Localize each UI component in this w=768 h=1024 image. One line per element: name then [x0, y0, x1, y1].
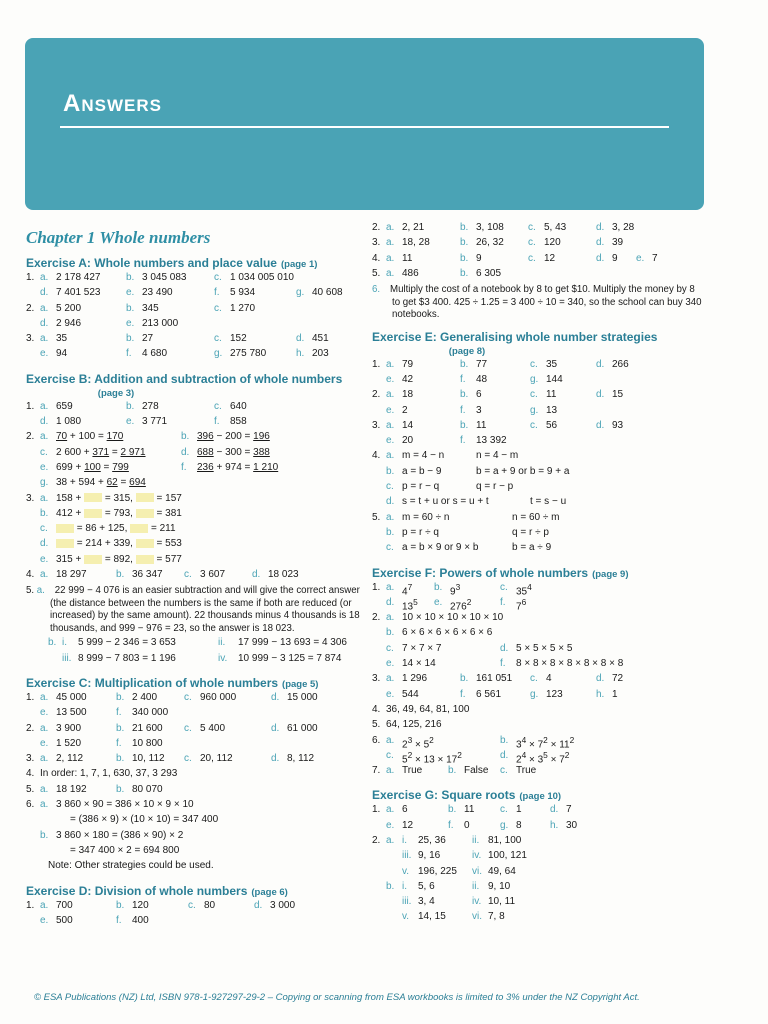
answer-row: d. 1 080 e. 3 771 f. 858 [40, 416, 247, 428]
answer-row: b. 3 860 × 180 = (386 × 90) × 2 [40, 829, 184, 841]
exercise-f-title: Exercise F: Powers of whole numbers (page 9) [372, 565, 629, 580]
blank-highlight [136, 493, 154, 502]
answer-row: 3. a. 2, 112 b. 10, 112 c. 20, 112 d. 8, 112 [26, 753, 315, 765]
blank-highlight [56, 524, 74, 533]
answer-row: 4. a. 11 b. 9 c. 12 d. 9 e. 7 [372, 252, 658, 264]
answer-row: b. i. 5, 6 ii. 9, 10 [386, 880, 511, 892]
answer-row: e. 12 f. 0 g. 8 h. 30 [386, 819, 578, 831]
answer-row: 5. a. 18 192 b. 80 070 [26, 783, 163, 795]
answer-row: 2. a. 5 200 b. 345 c. 1 270 [26, 302, 256, 314]
answer-paragraph: 5. a. 22 999 − 4 076 is an easier subtraction and will give the correct answer (the distance between the numbers is the same if both are reduced (or increased) by the same amount). 22 thousands minus 4 thousands is 18 thousands, and 999 − 976 = 23, so the answer is 18 023. [26, 585, 360, 634]
answer-row: 7. a. True b. False c. True [372, 765, 537, 777]
blank-highlight [136, 539, 154, 548]
answer-row: v. 196, 225 vi. 49, 64 [402, 865, 516, 877]
exercise-a-title: Exercise A: Whole numbers and place value (page 1) [26, 256, 318, 270]
answer-row: e. 42 f. 48 g. 144 [386, 373, 563, 385]
answer-row: 5. a. 486 b. 6 305 [372, 267, 502, 279]
answer-row: b. p = r ÷ q q = r ÷ p [386, 526, 549, 538]
blank-highlight [84, 493, 102, 502]
answer-row: e. 20 f. 13 392 [386, 435, 507, 447]
answer-row: e. 315 + = 892, = 577 [40, 553, 182, 565]
answer-row: = 347 400 × 2 = 694 800 [70, 844, 180, 856]
answer-row: 3. a. 158 + = 315, = 157 [26, 492, 182, 504]
title-underline [60, 126, 669, 128]
answer-row: 4. 36, 49, 64, 81, 100 [372, 703, 470, 715]
exercise-b-title: Exercise B: Addition and subtraction of whole numbers [26, 371, 343, 386]
answer-row: 1. a. 659 b. 278 c. 640 [26, 400, 247, 412]
copyright-footer: © ESA Publications (NZ) Ltd, ISBN 978-1-927297-29-2 – Copying or scanning from ESA workbooks is limited to 3% under the NZ Copyright Act. [34, 992, 640, 1003]
answer-row: b. i. 5 999 − 2 346 = 3 653 ii. 17 999 − 13 693 = 4 306 [48, 637, 347, 649]
answer-paragraph: 6. Multiply the cost of a notebook by 8 to get $10. Multiply the money by 8 to get $3 400. 425 ÷ 1.25 = 3 400 ÷ 10 = 340, so the school can buy 340 notebooks. [372, 284, 702, 321]
answer-row: 3. a. 1 296 b. 161 051 c. 4 d. 72 [372, 673, 624, 685]
answer-row: g. 38 + 594 + 62 = 694 [40, 477, 146, 489]
answer-row: b. 6 × 6 × 6 × 6 × 6 × 6 [386, 627, 493, 639]
answer-row: 2. a. 10 × 10 × 10 × 10 × 10 [372, 612, 504, 624]
answer-row: 3. a. 18, 28 b. 26, 32 c. 120 d. 39 [372, 237, 624, 249]
answer-row: e. 1 520 f. 10 800 [40, 737, 163, 749]
answer-row: 6. a. 3 860 × 90 = 386 × 10 × 9 × 10 [26, 799, 194, 811]
answer-row: 4. In order: 1, 7, 1, 630, 37, 3 293 [26, 768, 178, 780]
answer-row: Note: Other strategies could be used. [48, 860, 214, 872]
answer-row: d. 7 401 523 e. 23 490 f. 5 934 g. 40 608 [40, 287, 343, 299]
blank-highlight [136, 509, 154, 518]
answer-row: iii. 3, 4 iv. 10, 11 [402, 896, 516, 908]
blank-highlight [130, 524, 148, 533]
answer-row: iii. 8 999 − 7 803 = 1 196 iv. 10 999 − 3 125 = 7 874 [62, 652, 342, 664]
answer-row: e. 14 × 14 f. 8 × 8 × 8 × 8 × 8 × 8 × 8 [386, 658, 624, 670]
page-title: Answers [63, 90, 162, 117]
answer-row: 6. a. $2^3 \times 5^2$ b. $3^4 \times 7^2 \times 11^2$ [372, 734, 575, 750]
exercise-e-title: Exercise E: Generalising whole number strategies [372, 329, 658, 344]
exercise-b-page: (page 3) [97, 387, 135, 399]
answer-row: 1. a. 2 178 427 b. 3 045 083 c. 1 034 005 010 [26, 272, 294, 283]
answer-row: e. 544 f. 6 561 g. 123 h. 1 [386, 688, 618, 700]
blank-highlight [84, 509, 102, 518]
answer-row: b. 412 + = 793, = 381 [40, 507, 182, 519]
answer-row: d. = 214 + 339, = 553 [40, 538, 182, 550]
answer-row: c. 2 600 + 371 = 2 971 d. 688 − 300 = 388 [40, 446, 270, 458]
answers-banner [25, 38, 704, 210]
answer-row: b. a = b − 9 b = a + 9 or b = 9 + a [386, 465, 570, 477]
left-column [26, 228, 362, 930]
answer-row: 1. a. 79 b. 77 c. 35 d. 266 [372, 358, 629, 370]
answer-row: 4. a. m = 4 − n n = 4 − m [372, 450, 519, 462]
answer-row: 3. a. 35 b. 27 c. 152 d. 451 [26, 333, 329, 345]
answer-row: 2. a. 18 b. 6 c. 11 d. 15 [372, 389, 624, 401]
answer-row: 2. a. 70 + 100 = 170 b. 396 − 200 = 196 [26, 431, 270, 443]
answer-row: d. $13^5$ e. $276^2$ f. $7^6$ [386, 596, 527, 613]
answer-row: c. = 86 + 125, = 211 [40, 523, 176, 535]
answer-row: 1. a. 6 b. 11 c. 1 d. 7 [372, 804, 572, 816]
answer-row: 1. a. $4^7$ b. $9^3$ c. $35^4$ [372, 581, 532, 597]
exercise-d-title: Exercise D: Division of whole numbers (page 6) [26, 883, 288, 898]
answer-row: c. $5^2 \times 13 \times 17^2$ d. $2^4 \times 3^5 \times 7^2$ [386, 749, 570, 766]
answer-row: c. p = r − q q = r − p [386, 481, 514, 493]
answer-row: v. 14, 15 vi. 7, 8 [402, 911, 505, 923]
answer-row: 1. a. 45 000 b. 2 400 c. 960 000 d. 15 000 [26, 691, 318, 703]
answer-row: = (386 × 9) × (10 × 10) = 347 400 [70, 814, 219, 826]
answer-row: 4. a. 18 297 b. 36 347 c. 3 607 d. 18 023 [26, 569, 299, 581]
blank-highlight [56, 539, 74, 548]
answer-row: d. s = t + u or s = u + t t = s − u [386, 496, 567, 508]
chapter-title: Chapter 1 Whole numbers [26, 228, 211, 247]
exercise-g-title: Exercise G: Square roots (page 10) [372, 788, 562, 803]
answer-row: e. 699 + 100 = 799 f. 236 + 974 = 1 210 [40, 461, 279, 473]
answer-row: 1. a. 700 b. 120 c. 80 d. 3 000 [26, 899, 296, 911]
right-column [372, 222, 702, 927]
blank-highlight [136, 555, 154, 564]
exercise-c-title: Exercise C: Multiplication of whole numbers (page 5) [26, 675, 319, 690]
exercise-e-page: (page 8) [448, 345, 486, 357]
answer-row: e. 13 500 f. 340 000 [40, 707, 169, 719]
answer-row: e. 2 f. 3 g. 13 [386, 404, 558, 416]
answer-row: d. 2 946 e. 213 000 [40, 317, 179, 329]
blank-highlight [84, 555, 102, 564]
answer-row: 2. a. 2, 21 b. 3, 108 c. 5, 43 d. 3, 28 [372, 222, 635, 233]
answer-row: e. 500 f. 400 [40, 914, 149, 926]
answer-row: c. a = b × 9 or 9 × b b = a ÷ 9 [386, 542, 552, 554]
answer-row: c. 7 × 7 × 7 d. 5 × 5 × 5 × 5 [386, 642, 573, 654]
answer-row: 2. a. i. 25, 36 ii. 81, 100 [372, 835, 522, 846]
answer-row: e. 94 f. 4 680 g. 275 780 h. 203 [40, 348, 329, 360]
answer-row: 2. a. 3 900 b. 21 600 c. 5 400 d. 61 000 [26, 722, 318, 734]
answer-row: iii. 9, 16 iv. 100, 121 [402, 850, 527, 862]
answer-row: 5. a. m = 60 ÷ n n = 60 ÷ m [372, 511, 560, 523]
answer-row: 5. 64, 125, 216 [372, 719, 442, 731]
answer-row: 3. a. 14 b. 11 c. 56 d. 93 [372, 419, 624, 431]
